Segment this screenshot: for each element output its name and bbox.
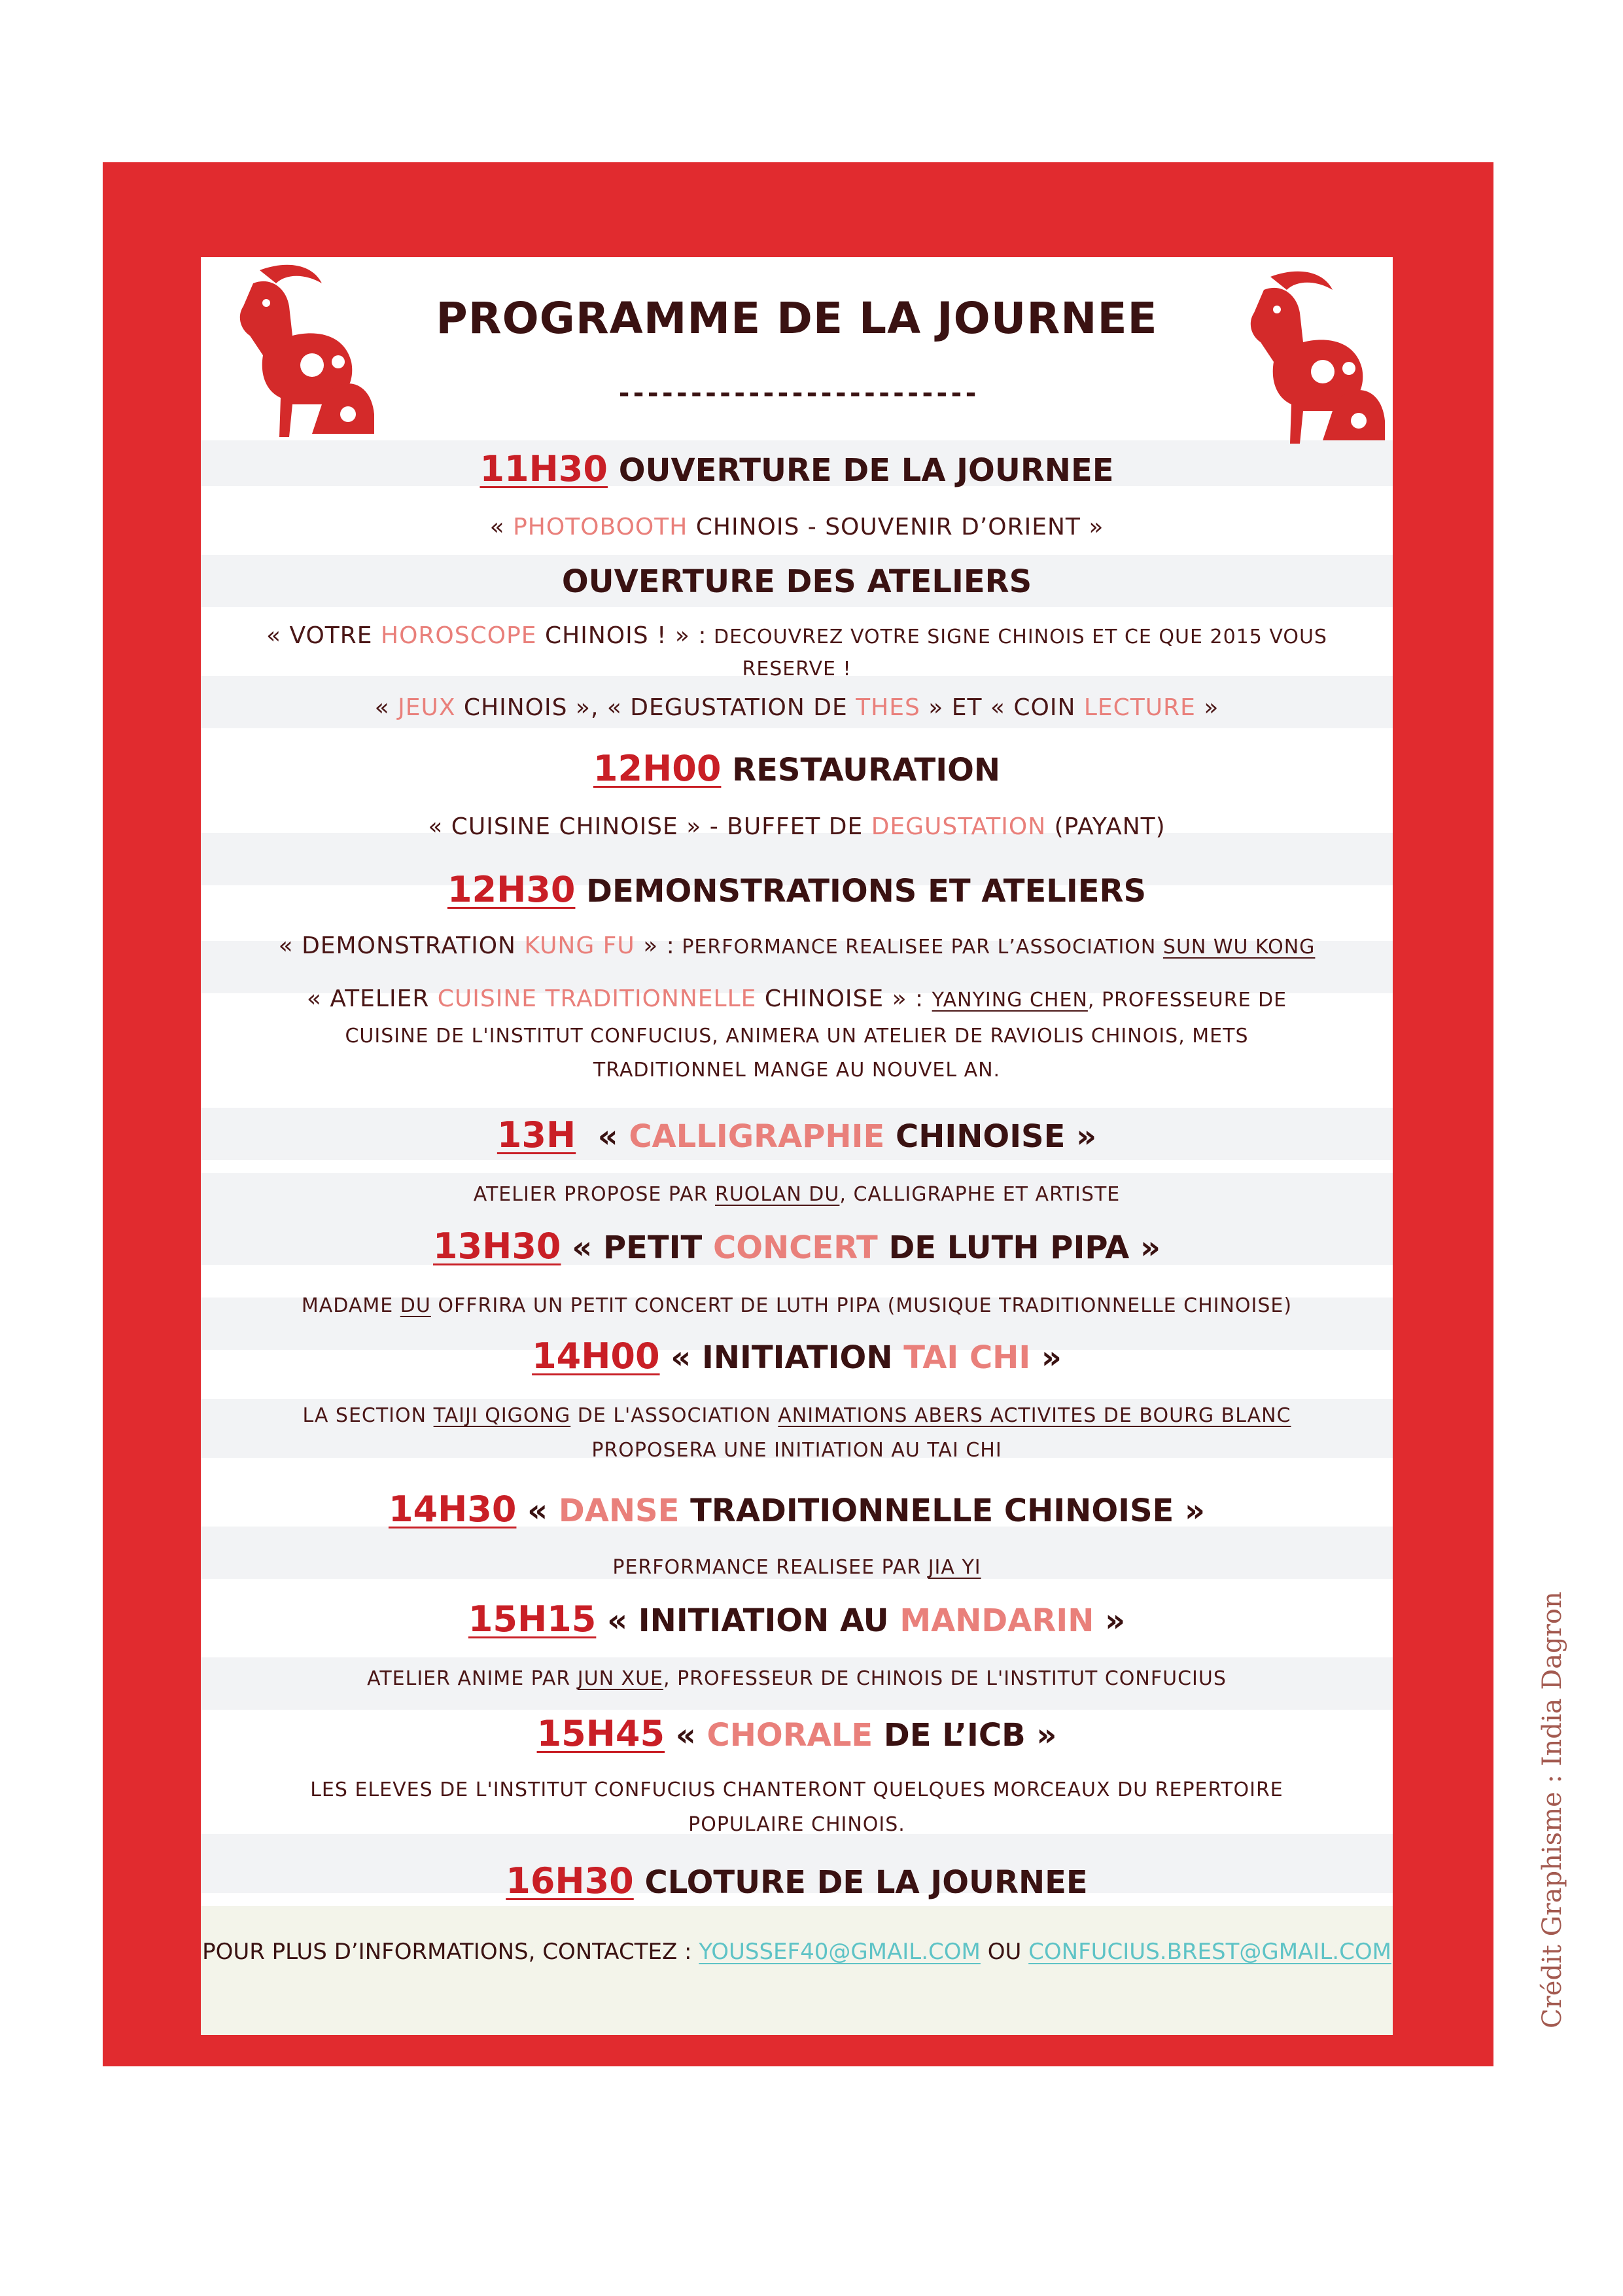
event-time: 12H30: [447, 869, 576, 910]
event-calligraphie: 13H « CALLIGRAPHIE CHINOISE »: [497, 1114, 1097, 1156]
horoscope-line-2: RESERVE !: [742, 658, 852, 680]
calligraphie-desc: ATELIER PROPOSE PAR RUOLAN DU, CALLIGRAPHE ET ARTISTE: [473, 1183, 1121, 1206]
title-divider: -------------------------: [616, 378, 978, 408]
atelier-cuisine-line-3: TRADITIONNEL MANGE AU NOUVEL AN.: [593, 1059, 1001, 1082]
event-time: 15H15: [468, 1598, 597, 1640]
event-time: 16H30: [506, 1860, 634, 1901]
event-title: RESTAURATION: [732, 752, 1001, 788]
event-mandarin: 15H15 « INITIATION AU MANDARIN »: [468, 1598, 1126, 1640]
chorale-desc-2: POPULAIRE CHINOIS.: [688, 1813, 905, 1836]
event-time: 12H00: [593, 748, 722, 789]
event-time: 13H30: [433, 1226, 561, 1267]
cuisine-line: « CUISINE CHINOISE » - BUFFET DE DEGUSTATION (PAYANT): [428, 813, 1166, 840]
event-opening: [201, 448, 1393, 489]
event-cloture: [201, 1860, 1393, 1901]
program-panel: [201, 257, 1393, 2035]
concert-desc: MADAME DU OFFRIRA UN PETIT CONCERT DE LUTH PIPA (MUSIQUE TRADITIONNELLE CHINOISE): [301, 1294, 1293, 1317]
goat-papercut-icon: [214, 257, 377, 447]
horoscope-line: « VOTRE HOROSCOPE CHINOIS ! » : DECOUVREZ VOTRE SIGNE CHINOIS ET CE QUE 2015 VOUS: [266, 622, 1327, 649]
event-chorale: 15H45 « CHORALE DE L’ICB »: [536, 1713, 1057, 1754]
email-link-youssef[interactable]: YOUSSEF40@GMAIL.COM: [699, 1939, 981, 1965]
event-demonstrations: [201, 869, 1393, 910]
mandarin-desc: ATELIER ANIME PAR JUN XUE, PROFESSEUR DE CHINOIS DE L'INSTITUT CONFUCIUS: [367, 1667, 1227, 1690]
games-line: « JEUX CHINOIS », « DEGUSTATION DE THES » ET « COIN LECTURE »: [374, 694, 1219, 721]
danse-desc: PERFORMANCE REALISEE PAR JIA YI: [612, 1556, 981, 1579]
ateliers-heading: OUVERTURE DES ATELIERS: [561, 563, 1032, 600]
event-title: CLOTURE DE LA JOURNEE: [644, 1864, 1088, 1901]
event-time: 11H30: [480, 448, 608, 489]
kungfu-line: « DEMONSTRATION KUNG FU » : PERFORMANCE REALISEE PAR L’ASSOCIATION SUN WU KONG: [278, 932, 1316, 959]
email-link-confucius[interactable]: CONFUCIUS.BREST@GMAIL.COM: [1028, 1939, 1391, 1965]
event-time: 14H00: [532, 1335, 660, 1377]
page-title: PROGRAMME DE LA JOURNEE: [436, 293, 1158, 344]
chorale-desc: LES ELEVES DE L'INSTITUT CONFUCIUS CHANTERONT QUELQUES MORCEAUX DU REPERTOIRE: [310, 1778, 1283, 1801]
photobooth-line: « PHOTOBOOTH CHINOIS - SOUVENIR D’ORIENT »: [489, 514, 1104, 540]
event-time: 14H30: [388, 1489, 517, 1530]
atelier-cuisine-line-2: CUISINE DE L'INSTITUT CONFUCIUS, ANIMERA UN ATELIER DE RAVIOLIS CHINOIS, METS: [345, 1025, 1249, 1048]
event-time: 13H: [497, 1114, 576, 1156]
footer-band: [201, 1906, 1393, 2035]
taichi-desc: LA SECTION TAIJI QIGONG DE L'ASSOCIATION ANIMATIONS ABERS ACTIVITES DE BOURG BLANC: [302, 1404, 1291, 1427]
event-time: 15H45: [536, 1713, 665, 1754]
event-taichi: 14H00 « INITIATION TAI CHI »: [532, 1335, 1062, 1377]
contact-footer: POUR PLUS D’INFORMATIONS, CONTACTEZ : YOUSSEF40@GMAIL.COM OU CONFUCIUS.BREST@GMAIL.COM: [202, 1939, 1391, 1965]
event-title: OUVERTURE DE LA JOURNEE: [618, 452, 1114, 489]
goat-papercut-icon: [1225, 264, 1388, 453]
taichi-desc-2: PROPOSERA UNE INITIATION AU TAI CHI: [591, 1439, 1002, 1462]
event-title: DEMONSTRATIONS ET ATELIERS: [586, 873, 1147, 910]
atelier-cuisine-line: « ATELIER CUISINE TRADITIONNELLE CHINOISE » : YANYING CHEN, PROFESSEURE DE: [306, 985, 1287, 1012]
event-danse: 14H30 « DANSE TRADITIONNELLE CHINOISE »: [388, 1489, 1206, 1530]
event-restauration: [201, 748, 1393, 789]
credit-text: Crédit Graphisme : India Dagron: [1537, 1591, 1567, 2028]
event-concert: 13H30 « PETIT CONCERT DE LUTH PIPA »: [433, 1226, 1161, 1267]
